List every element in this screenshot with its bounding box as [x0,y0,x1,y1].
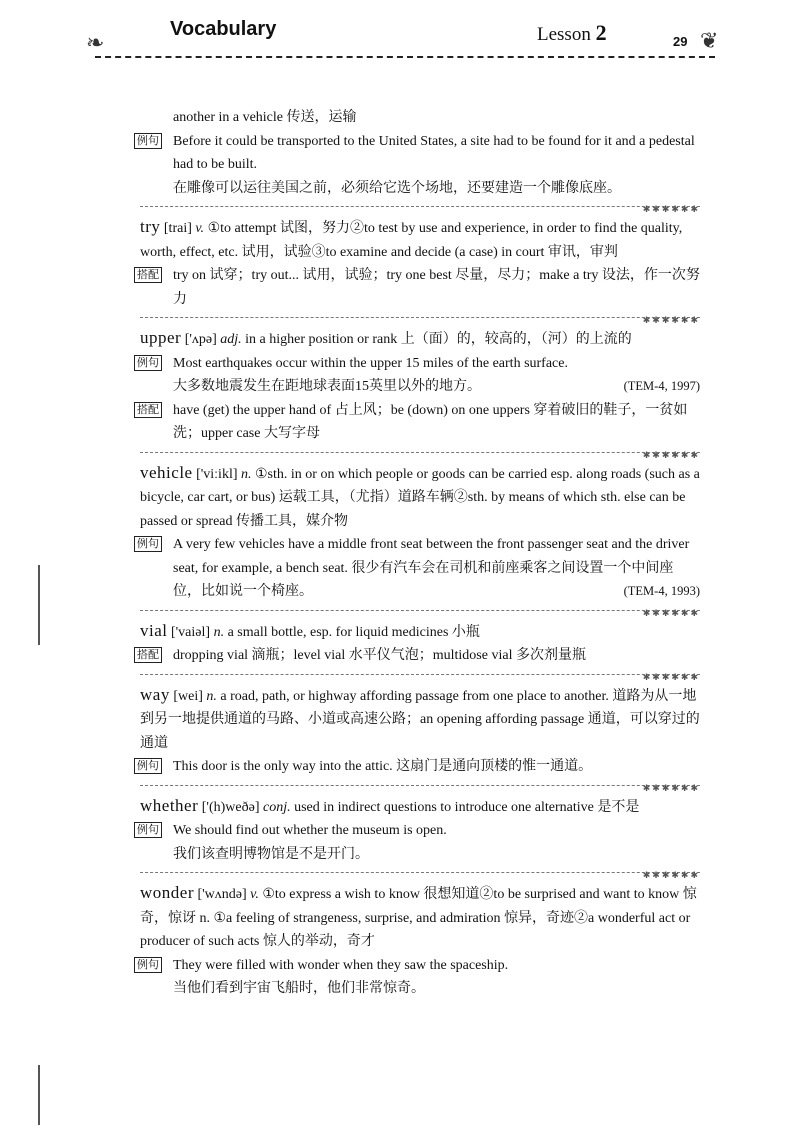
divider-stars-icon: ✱✱✱✱✱✱ [642,782,700,793]
example-tag-label: 搭配 [134,402,162,418]
entry-definition-line [140,683,700,756]
example-tag-label: 搭配 [134,647,162,663]
exam-reference: (TEM-4, 1997) [623,379,700,393]
vocabulary-list [137,106,700,1007]
lesson-label: Lesson 2 [537,20,607,45]
entry-phonetic: [trai] [163,221,192,236]
entry-example-block [137,352,700,399]
entry-definition: ①sth. in or on which people or goods can be carried esp. along roads (such as a bicycle, car cart, or bus) 运载工具，（尤指）道路车辆②sth. by means of which sth. else can be passed or spread 传播工具，媒介物 [140,466,700,529]
dictionary-entry [137,215,700,311]
entry-example-block [137,819,700,866]
entry-divider [140,671,700,682]
entry-definition: a road, path, or highway affording passage from one place to another. 道路为从一地到另一地提供通道的马路、小道或高速公路；an opening affording passage 通道，可以穿过的通道 [140,688,700,751]
example-line: A very few vehicles have a middle front seat between the front passenger seat and the driver seat, for example, a bench seat. 很少有汽车会在司机和前座乘客之间设置一个中间座位，比如说一个椅座。 (TEM-4, 1993) [173,533,700,604]
entry-example-block [137,130,700,201]
entry-definition: used in indirect questions to introduce one alternative 是不是 [294,799,640,815]
entry-definition: a small bottle, esp. for liquid medicines 小瓶 [227,624,480,640]
entry-definition-line [140,619,700,645]
example-line: This door is the only way into the attic. 这扇门是通向顶楼的惟一通道。 [173,759,593,774]
entry-divider [140,204,700,214]
dictionary-entry [137,461,700,604]
entry-divider [140,315,700,325]
entry-example-block [137,533,700,604]
divider-stars-icon: ✱✱✱✱✱✱ [642,315,700,325]
entry-part-of-speech: n. [241,466,252,482]
entry-definition: ①to express a wish to know 很想知道②to be surprised and want to know 惊奇，惊讶 n. ①a feeling of strangeness, surprise, and admiration 惊异，奇迹②a wonderful act or producer of such acts 惊人的举动，奇才 [140,887,697,949]
entry-definition-line [140,461,700,534]
entry-part-of-speech: adj. [220,332,242,347]
entry-definition-line [140,326,700,352]
divider-stars-icon: ✱✱✱✱✱✱ [642,671,700,682]
example-line: 大多数地震发生在距地球表面15英里以外的地方。 (TEM-4, 1997) [173,375,700,399]
example-line: 当他们看到宇宙飞船时，他们非常惊奇。 [173,981,425,996]
entry-phonetic: [wei] [173,688,203,704]
ornament-left-icon: ❧ [86,30,105,55]
divider-stars-icon: ✱✱✱✱✱✱ [642,204,700,214]
example-tag-label: 例句 [134,822,162,838]
entry-phonetic: ['(h)weðə] [201,799,260,815]
entry-phonetic: ['wʌndə] [197,887,247,902]
margin-line [38,1065,40,1125]
entry-definition-line [140,881,700,954]
entry-phonetic: ['ʌpə] [184,332,217,347]
page-header [0,0,800,70]
entry-headword: way [140,684,170,704]
dictionary-entry [137,683,700,779]
dictionary-entry [137,794,700,867]
divider-stars-icon: ✱✱✱✱✱✱ [642,870,700,880]
entry-headword: upper [140,328,182,347]
example-line: Before it could be transported to the United States, a site had to be found for it and a pedestal had to be built. [173,133,695,172]
entry-divider [140,449,700,460]
entry-divider [140,607,700,618]
entry-example-block [137,399,700,446]
example-line: have (get) the upper hand of 占上风；be (down) on one uppers 穿着破旧的鞋子，一贫如洗；upper case 大写字母 [173,402,688,441]
example-line: try on 试穿；try out... 试用，试验；try one best 尽量，尽力；make a try 设法，作一次努力 [173,268,700,307]
entry-definition: another in a vehicle 传送，运输 [173,110,357,125]
divider-stars-icon: ✱✱✱✱✱✱ [642,607,700,618]
divider-stars-icon: ✱✱✱✱✱✱ [642,449,700,460]
entry-phonetic: ['viːikl] [196,466,238,482]
entry-definition-line [140,215,700,264]
entry-part-of-speech: n. [213,624,225,640]
entry-divider [140,782,700,793]
example-line: We should find out whether the museum is open. [173,823,447,838]
entry-part-of-speech: n. [206,688,217,704]
example-tag-label: 例句 [134,957,162,973]
example-tag-label: 例句 [134,355,162,371]
example-line: They were filled with wonder when they saw the spaceship. [173,957,509,973]
entry-headword: wonder [140,883,194,902]
example-line: Most earthquakes occur within the upper 15 miles of the earth surface. [173,355,568,371]
entry-example-block [137,264,700,311]
dictionary-entry [137,326,700,446]
entry-headword: vehicle [140,462,193,482]
example-line: 在雕像可以运往美国之前，必须给它选个场地，还要建造一个雕像底座。 [173,180,621,196]
dictionary-entry [137,106,700,200]
exam-reference: (TEM-4, 1993) [623,584,700,598]
entry-definition-line [140,106,700,130]
example-tag-label: 例句 [134,133,162,149]
example-line: dropping vial 滴瓶；level vial 水平仪气泡；multidose vial 多次剂量瓶 [173,648,586,663]
entry-headword: try [140,217,161,236]
dictionary-entry [137,881,700,1001]
example-tag-label: 搭配 [134,267,162,283]
entry-example-block [137,954,700,1001]
ornament-right-icon: ❦ [700,28,719,53]
page-number: 29 [673,34,688,49]
entry-definition: in a higher position or rank 上（面）的，较高的，（河）的上流的 [245,332,632,347]
header-rule [95,56,715,58]
entry-headword: whether [140,795,199,815]
example-line: 我们该查明博物馆是不是开门。 [173,846,369,862]
section-title: Vocabulary [170,18,277,40]
margin-line [38,565,40,645]
entry-part-of-speech: conj. [262,799,291,815]
entry-headword: vial [140,620,168,640]
entry-part-of-speech: v. [195,221,205,236]
entry-example-block [137,644,700,668]
example-tag-label: 例句 [134,758,162,774]
dictionary-entry [137,619,700,668]
entry-definition: ①to attempt 试图，努力②to test by use and experience, in order to find the quality, worth, effect, etc. 试用，试验③to examine and decide (a case) in court 审讯，审判 [140,221,683,260]
entry-phonetic: ['vaiəl] [171,624,211,640]
example-tag-label: 例句 [134,536,162,552]
entry-example-block [137,755,700,779]
entry-divider [140,870,700,880]
entry-part-of-speech: v. [250,887,259,902]
entry-definition-line [140,794,700,820]
